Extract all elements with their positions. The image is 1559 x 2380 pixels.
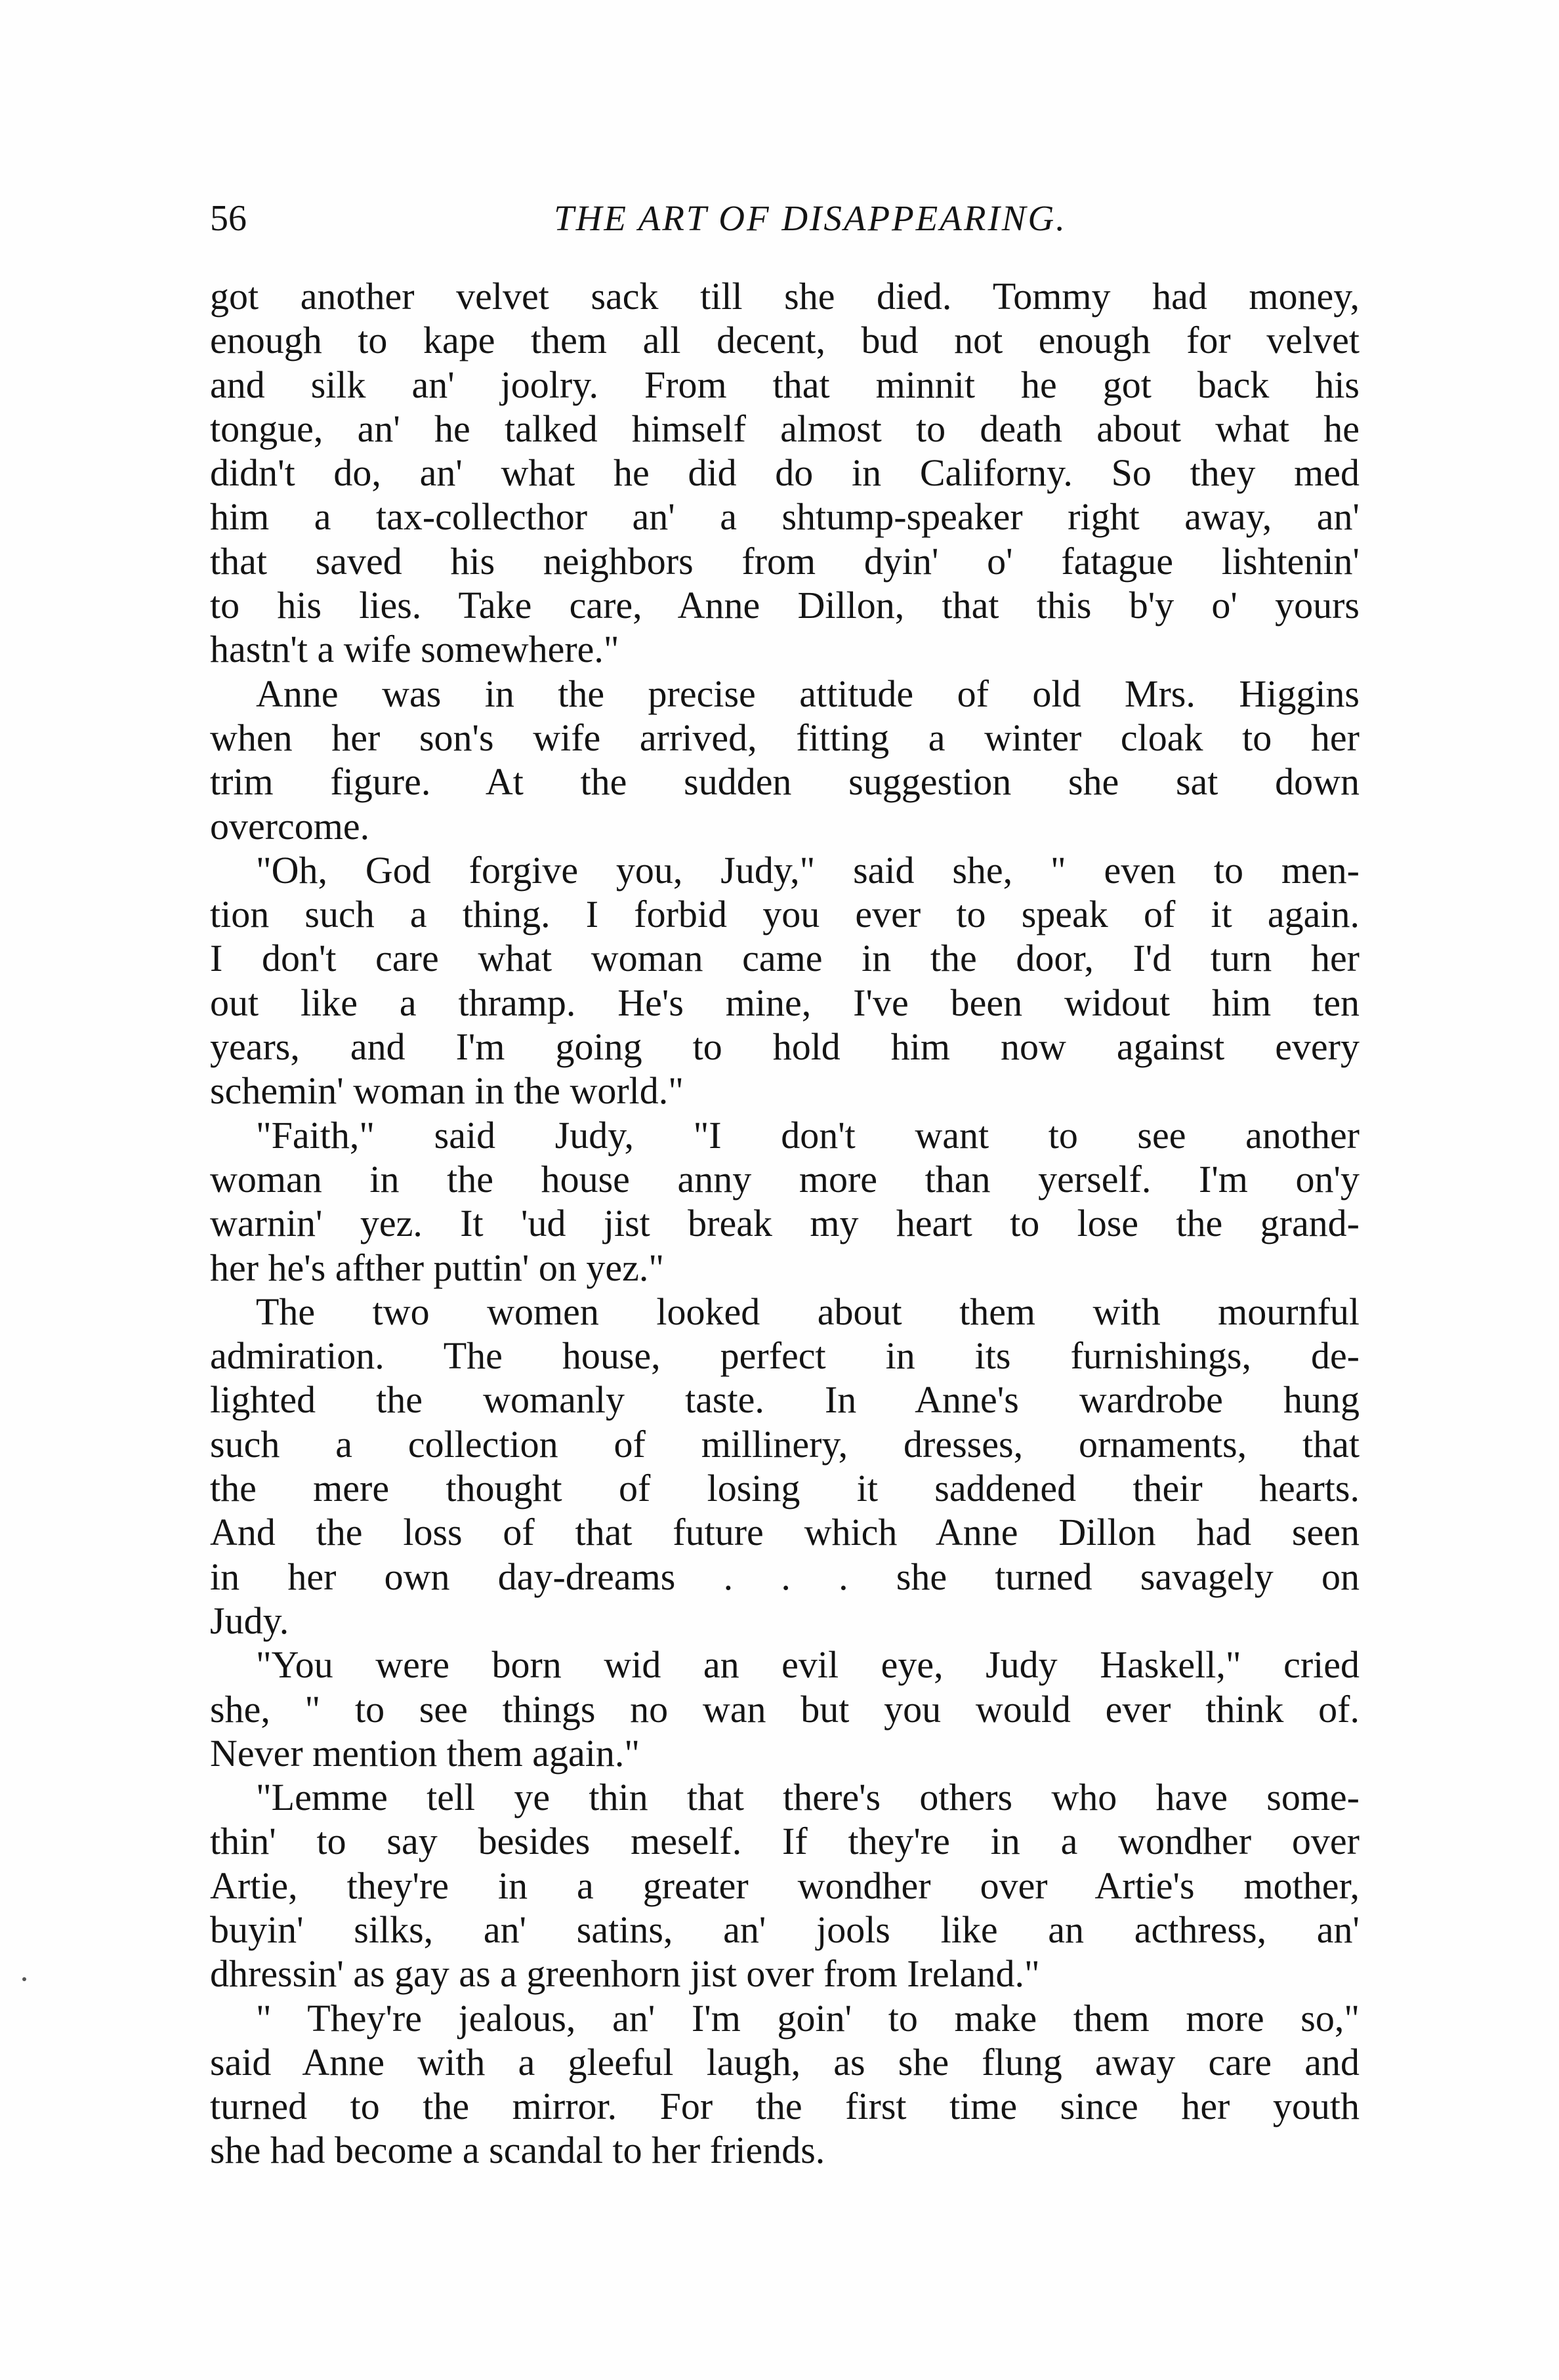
- text-line: her he's afther puttin' on yez.": [210, 1246, 665, 1289]
- text-line: trim figure. At the sudden suggestion she sat down: [210, 760, 1360, 804]
- text-line: years, and I'm going to hold him now against every: [210, 1025, 1360, 1069]
- text-line: and silk an' joolry. From that minnit he got back his: [210, 363, 1360, 406]
- text-line: thin' to say besides meself. If they're in a wondher over: [210, 1820, 1360, 1863]
- text-line: overcome.: [210, 804, 370, 848]
- text-line: I don't care what woman came in the door, I'd turn her: [210, 937, 1360, 980]
- text-line: "You were born wid an evil eye, Judy Haskell," cried: [256, 1643, 1360, 1687]
- text-line: "Lemme tell ye thin that there's others who have some-: [256, 1776, 1360, 1819]
- text-line: such a collection of millinery, dresses, ornaments, that: [210, 1422, 1360, 1466]
- text-line: enough to kape them all decent, bud not enough for velvet: [210, 319, 1360, 362]
- text-line: said Anne with a gleeful laugh, as she flung away care and: [210, 2040, 1360, 2083]
- text-line: woman in the house anny more than yerself. I'm on'y: [210, 1157, 1360, 1200]
- text-line: "Oh, God forgive you, Judy," said she, " even to men-: [256, 848, 1360, 892]
- text-line: she had become a scandal to her friends.: [210, 2129, 825, 2172]
- text-line: him a tax-collecthor an' a shtump-speaker right away, an': [210, 495, 1360, 539]
- page-number: 56: [210, 198, 247, 239]
- text-line: in her own day-dreams . . . she turned savagely on: [210, 1555, 1360, 1598]
- text-line: And the loss of that future which Anne Dillon had seen: [210, 1511, 1360, 1554]
- text-line: admiration. The house, perfect in its furnishings, de-: [210, 1334, 1360, 1378]
- text-line: didn't do, an' what he did do in Californy. So they med: [210, 451, 1360, 495]
- text-line: " They're jealous, an' I'm goin' to make them more so,": [256, 1996, 1360, 2040]
- page-header: [210, 195, 1371, 241]
- text-line: out like a thramp. He's mine, I've been widout him ten: [210, 981, 1360, 1024]
- text-line: to his lies. Take care, Anne Dillon, that this b'y o' yours: [210, 584, 1360, 627]
- text-line: lighted the womanly taste. In Anne's wardrobe hung: [210, 1378, 1360, 1422]
- text-line: when her son's wife arrived, fitting a winter cloak to her: [210, 716, 1360, 759]
- text-line: she, " to see things no wan but you would ever think of.: [210, 1687, 1360, 1731]
- text-line: "Faith," said Judy, "I don't want to see another: [256, 1113, 1360, 1157]
- text-line: Artie, they're in a greater wondher over Artie's mother,: [210, 1864, 1360, 1907]
- text-line: that saved his neighbors from dyin' o' fatague lishtenin': [210, 539, 1360, 583]
- text-line: tongue, an' he talked himself almost to death about what he: [210, 407, 1360, 450]
- text-line: got another velvet sack till she died. Tommy had money,: [210, 275, 1360, 318]
- text-line: tion such a thing. I forbid you ever to speak of it again.: [210, 893, 1360, 936]
- text-line: Never mention them again.": [210, 1731, 640, 1775]
- text-line: schemin' woman in the world.": [210, 1069, 684, 1113]
- text-line: buyin' silks, an' satins, an' jools like an acthress, an': [210, 1908, 1360, 1951]
- stray-ink-dot: [22, 1977, 26, 1981]
- text-line: Anne was in the precise attitude of old Mrs. Higgins: [256, 672, 1360, 715]
- text-line: hastn't a wife somewhere.": [210, 628, 619, 671]
- text-line: dhressin' as gay as a greenhorn jist over from Ireland.": [210, 1952, 1040, 1996]
- body-text: [210, 274, 1360, 2173]
- text-line: warnin' yez. It 'ud jist break my heart to lose the grand-: [210, 1202, 1360, 1245]
- text-line: The two women looked about them with mournful: [256, 1290, 1360, 1333]
- text-line: Judy.: [210, 1599, 289, 1642]
- running-title: THE ART OF DISAPPEARING.: [554, 198, 1067, 238]
- text-line: turned to the mirror. For the first time since her youth: [210, 2085, 1360, 2128]
- text-line: the mere thought of losing it saddened their hearts.: [210, 1467, 1360, 1510]
